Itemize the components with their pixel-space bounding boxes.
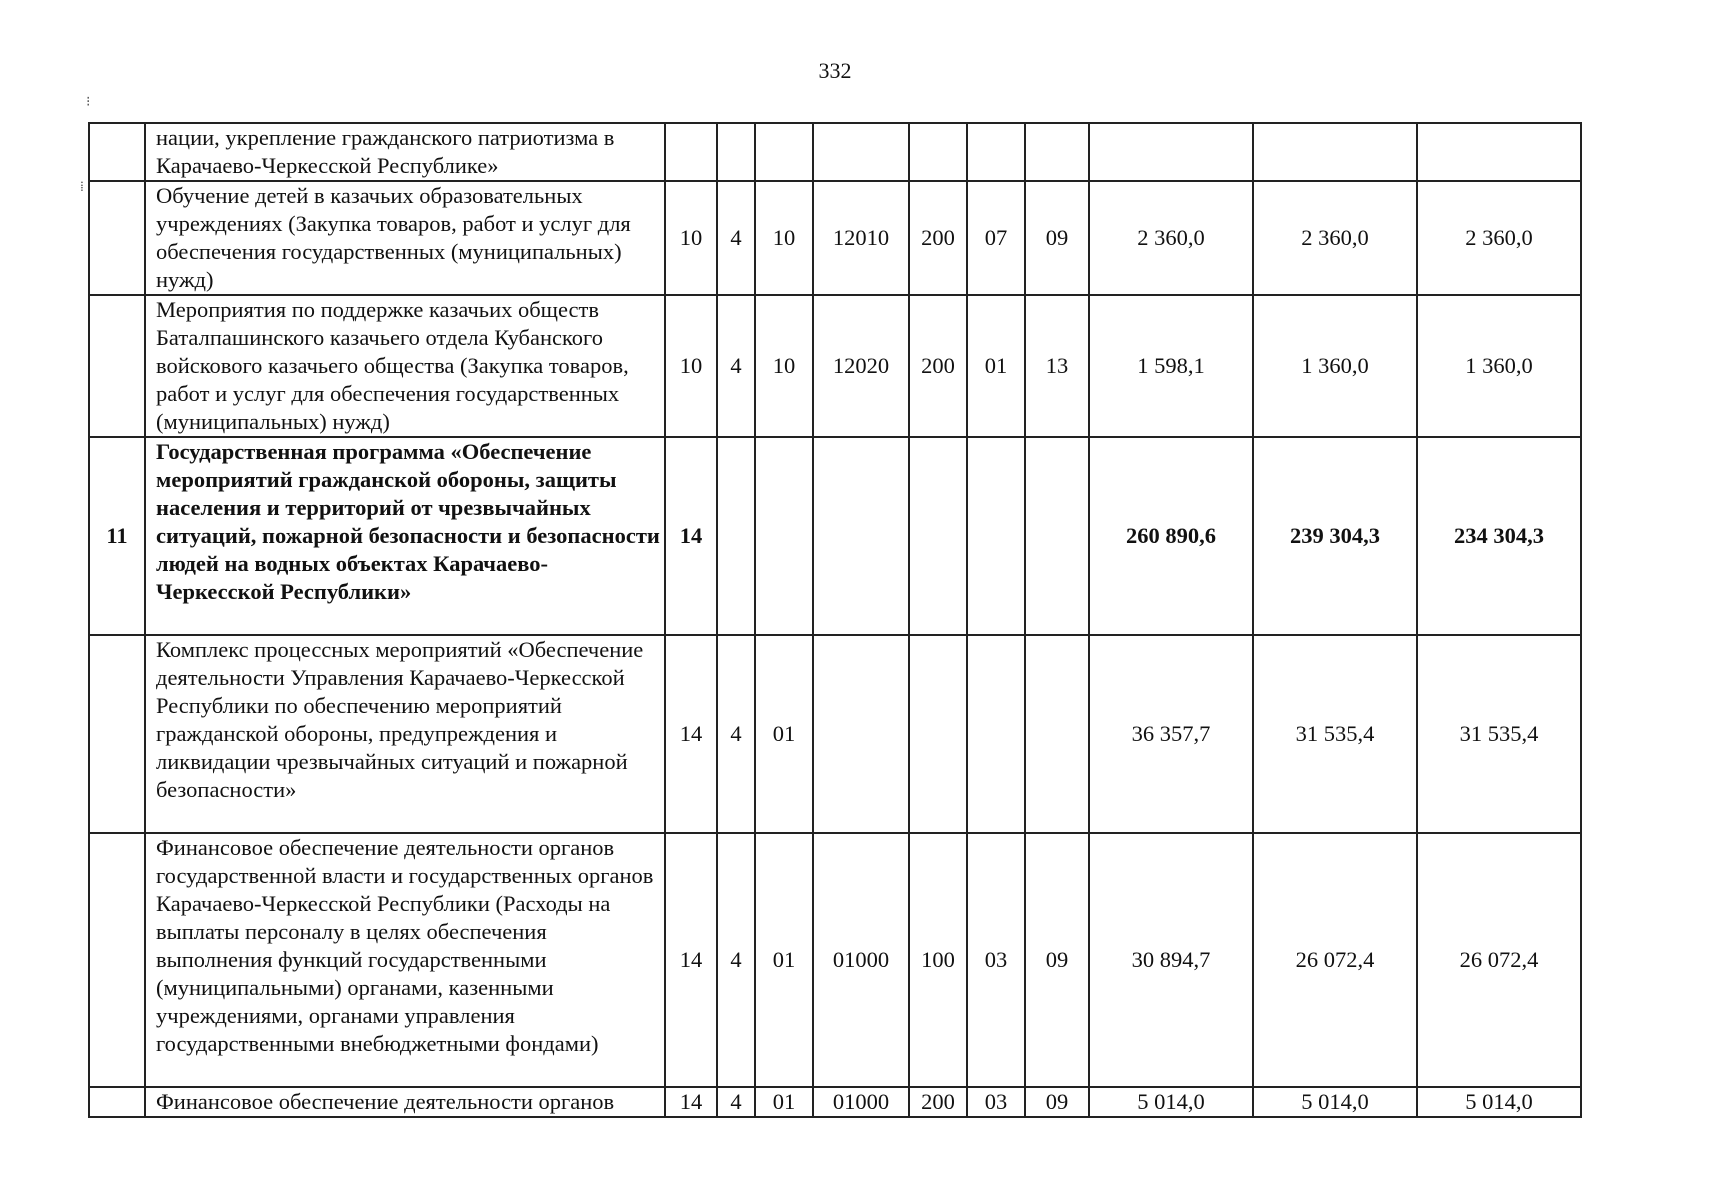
code-7: [1025, 437, 1089, 635]
code-2: [717, 437, 755, 635]
amount-3: 1 360,0: [1417, 295, 1581, 437]
table-row: [89, 1087, 1581, 1117]
code-3: 01: [755, 833, 813, 1087]
code-3: 01: [755, 635, 813, 833]
code-7: 13: [1025, 295, 1089, 437]
row-name: Мероприятия по поддержке казачьих обществ Баталпашинского казачьего отдела Кубанского войскового казачьего общества (Закупка товаров, работ и услуг для обеспечения государственных (муниципальных) нужд): [145, 295, 665, 437]
code-5: [909, 437, 967, 635]
code-7: 09: [1025, 1087, 1089, 1117]
row-number: [89, 295, 145, 437]
amount-3: 234 304,3: [1417, 437, 1581, 635]
row-name: Государственная программа «Обеспечение мероприятий гражданской обороны, защиты населения и территорий от чрезвычайных ситуаций, пожарной безопасности и безопасности людей на водных объектах Карачаево-Черкесской Республики»: [145, 437, 665, 635]
code-1: 14: [665, 1087, 717, 1117]
amount-1: 2 360,0: [1089, 181, 1253, 295]
row-name: Финансовое обеспечение деятельности органов: [145, 1087, 665, 1117]
code-3: 10: [755, 295, 813, 437]
amount-2: 239 304,3: [1253, 437, 1417, 635]
code-5: 200: [909, 1087, 967, 1117]
amount-2: 26 072,4: [1253, 833, 1417, 1087]
code-2: 4: [717, 181, 755, 295]
amount-2: 1 360,0: [1253, 295, 1417, 437]
code-2: 4: [717, 295, 755, 437]
amount-3: 31 535,4: [1417, 635, 1581, 833]
code-2: 4: [717, 1087, 755, 1117]
table-row: [89, 123, 1581, 181]
code-5: 100: [909, 833, 967, 1087]
amount-1: 30 894,7: [1089, 833, 1253, 1087]
code-3: [755, 123, 813, 181]
code-6: [967, 635, 1025, 833]
amount-3: [1417, 123, 1581, 181]
code-2: [717, 123, 755, 181]
row-number: [89, 123, 145, 181]
table-row: [89, 635, 1581, 833]
code-4: [813, 437, 909, 635]
code-6: 01: [967, 295, 1025, 437]
code-5: [909, 635, 967, 833]
code-1: 10: [665, 295, 717, 437]
code-7: 09: [1025, 833, 1089, 1087]
amount-3: 26 072,4: [1417, 833, 1581, 1087]
code-2: 4: [717, 635, 755, 833]
budget-table: [88, 122, 1582, 1118]
code-7: [1025, 123, 1089, 181]
code-1: 14: [665, 437, 717, 635]
code-6: [967, 437, 1025, 635]
row-name: Финансовое обеспечение деятельности органов государственной власти и государственных органов Карачаево-Черкесской Республики (Расходы на выплаты персоналу в целях обеспечения выполнения функций государственными (муниципальными) органами, казенными учреждениями, органами управления государственными внебюджетными фондами): [145, 833, 665, 1087]
amount-1: 36 357,7: [1089, 635, 1253, 833]
code-7: 09: [1025, 181, 1089, 295]
amount-3: 2 360,0: [1417, 181, 1581, 295]
row-number: [89, 1087, 145, 1117]
code-6: 07: [967, 181, 1025, 295]
table-row: [89, 181, 1581, 295]
row-number: [89, 181, 145, 295]
scan-artifact: ⁝: [86, 95, 91, 110]
code-6: 03: [967, 1087, 1025, 1117]
amount-2: 31 535,4: [1253, 635, 1417, 833]
table-body: [89, 123, 1581, 1117]
code-6: 03: [967, 833, 1025, 1087]
code-4: 01000: [813, 1087, 909, 1117]
amount-1: [1089, 123, 1253, 181]
amount-1: 260 890,6: [1089, 437, 1253, 635]
code-6: [967, 123, 1025, 181]
row-name: Комплекс процессных мероприятий «Обеспечение деятельности Управления Карачаево-Черкесской Республики по обеспечению мероприятий гражданской обороны, предупреждения и ликвидации чрезвычайных ситуаций и пожарной безопасности»: [145, 635, 665, 833]
table-row: [89, 295, 1581, 437]
code-4: [813, 635, 909, 833]
code-5: 200: [909, 181, 967, 295]
amount-2: 2 360,0: [1253, 181, 1417, 295]
code-2: 4: [717, 833, 755, 1087]
code-4: [813, 123, 909, 181]
amount-2: [1253, 123, 1417, 181]
code-7: [1025, 635, 1089, 833]
code-3: 10: [755, 181, 813, 295]
code-3: 01: [755, 1087, 813, 1117]
amount-3: 5 014,0: [1417, 1087, 1581, 1117]
code-3: [755, 437, 813, 635]
code-4: 12020: [813, 295, 909, 437]
amount-2: 5 014,0: [1253, 1087, 1417, 1117]
code-5: [909, 123, 967, 181]
row-name: Обучение детей в казачьих образовательных учреждениях (Закупка товаров, работ и услуг для обеспечения государственных (муниципальных) нужд): [145, 181, 665, 295]
scan-artifact: ⁞: [80, 180, 84, 195]
code-1: 10: [665, 181, 717, 295]
code-1: 14: [665, 635, 717, 833]
code-4: 01000: [813, 833, 909, 1087]
amount-1: 1 598,1: [1089, 295, 1253, 437]
code-4: 12010: [813, 181, 909, 295]
row-number: [89, 833, 145, 1087]
table-row: [89, 833, 1581, 1087]
row-name: нации, укрепление гражданского патриотизма в Карачаево-Черкесской Республике»: [145, 123, 665, 181]
amount-1: 5 014,0: [1089, 1087, 1253, 1117]
code-1: 14: [665, 833, 717, 1087]
page-number: 332: [818, 58, 852, 83]
table-row-program: [89, 437, 1581, 635]
code-1: [665, 123, 717, 181]
row-number: 11: [89, 437, 145, 635]
row-number: [89, 635, 145, 833]
code-5: 200: [909, 295, 967, 437]
